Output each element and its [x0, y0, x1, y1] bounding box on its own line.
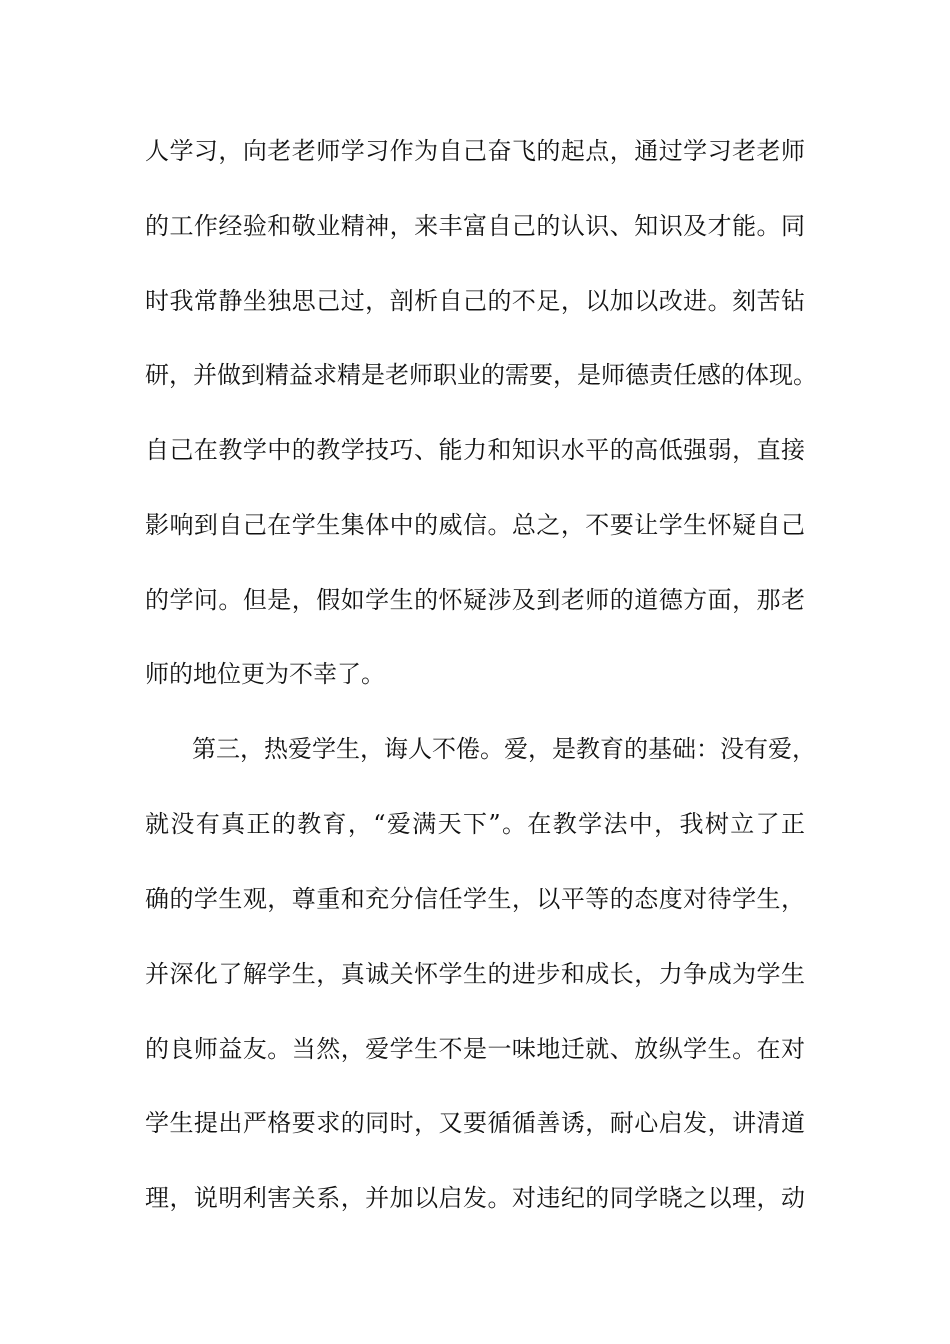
text-line: 影响到自己在学生集体中的威信。总之，不要让学生怀疑自己: [145, 511, 805, 539]
text-line: 的良师益友。当然，爱学生不是一味地迁就、放纵学生。在对: [145, 1035, 805, 1063]
text-line: 人学习，向老老师学习作为自己奋飞的起点，通过学习老老师: [145, 137, 805, 165]
text-line: 的学问。但是，假如学生的怀疑涉及到老师的道德方面，那老: [145, 586, 805, 614]
text-line: 并深化了解学生，真诚关怀学生的进步和成长，力争成为学生: [145, 960, 805, 988]
paragraph-first-line: 第三，热爱学生，诲人不倦。爱，是教育的基础：没有爱，: [192, 735, 816, 763]
text-line: 研，并做到精益求精是老师职业的需要，是师德责任感的体现。: [145, 361, 817, 389]
text-line: 师的地位更为不幸了。: [145, 660, 385, 688]
text-line: 理，说明利害关系，并加以启发。对违纪的同学晓之以理，动: [145, 1184, 805, 1212]
text-line: 学生提出严格要求的同时，又要循循善诱，耐心启发，讲清道: [145, 1109, 805, 1137]
text-line: 确的学生观，尊重和充分信任学生，以平等的态度对待学生，: [145, 885, 805, 913]
text-line: 自己在教学中的教学技巧、能力和知识水平的高低强弱，直接: [145, 436, 805, 464]
text-line: 就没有真正的教育，“爱满天下”。在教学法中，我树立了正: [145, 810, 805, 838]
text-line: 时我常静坐独思己过，剖析自己的不足，以加以改进。刻苦钻: [145, 287, 805, 315]
text-line: 的工作经验和敬业精神，来丰富自己的认识、知识及才能。同: [145, 212, 805, 240]
